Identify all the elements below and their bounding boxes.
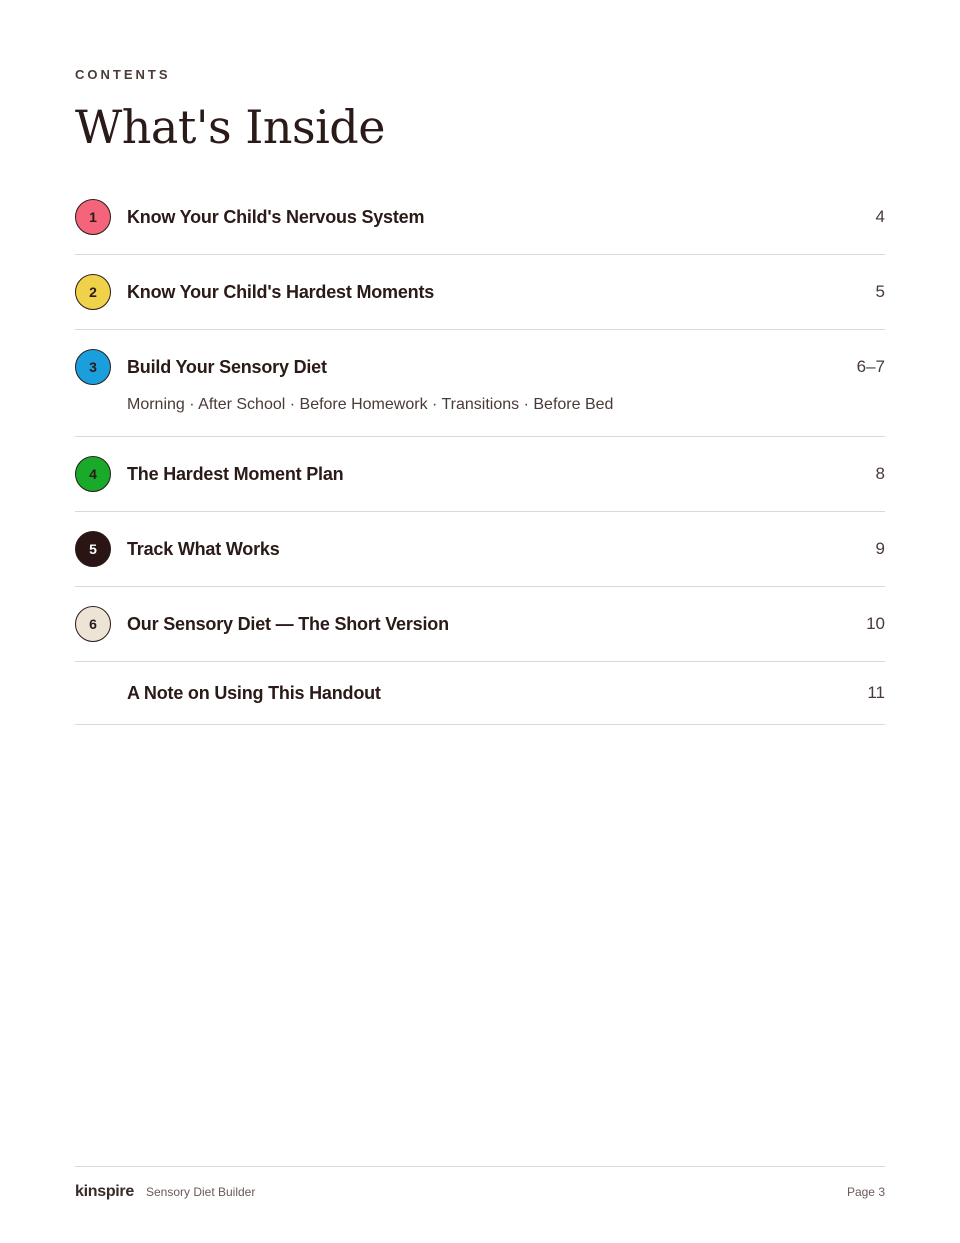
document-page <box>75 0 885 1243</box>
toc-item-2[interactable] <box>75 255 885 330</box>
footer-divider <box>75 1166 885 1167</box>
number-badge <box>75 349 111 385</box>
number-badge <box>75 531 111 567</box>
product-name: Sensory Diet Builder <box>145 1185 256 1199</box>
table-of-contents <box>75 180 885 725</box>
section-eyebrow: CONTENTS <box>75 67 171 82</box>
toc-item-4[interactable] <box>75 437 885 512</box>
badge-number: 2 <box>89 284 97 300</box>
toc-page-number: 10 <box>866 614 885 633</box>
toc-item-label: The Hardest Moment Plan <box>127 463 344 484</box>
toc-page-number: 4 <box>875 207 885 226</box>
toc-page-number: 9 <box>875 539 885 558</box>
toc-item-5[interactable] <box>75 512 885 587</box>
page-footer <box>75 1180 885 1204</box>
toc-item-label: Build Your Sensory Diet <box>127 356 327 377</box>
toc-page-number: 6–7 <box>856 357 885 376</box>
toc-item-label: Know Your Child's Hardest Moments <box>127 281 435 302</box>
brand-logo: kinspire <box>75 1183 134 1200</box>
number-badge <box>75 606 111 642</box>
toc-item-label: A Note on Using This Handout <box>127 682 381 703</box>
badge-number: 5 <box>89 541 97 557</box>
page-title: What's Inside <box>75 100 385 154</box>
toc-page-number: 11 <box>867 683 885 702</box>
footer-page-number: Page 3 <box>846 1185 885 1199</box>
toc-item-note[interactable] <box>75 662 885 725</box>
number-badge <box>75 456 111 492</box>
toc-item-3[interactable] <box>75 330 885 437</box>
toc-page-number: 5 <box>875 282 885 301</box>
toc-item-subtopics: Morning · After School · Before Homework · Transitions · Before Bed <box>127 396 614 413</box>
badge-number: 3 <box>89 359 97 375</box>
number-badge <box>75 199 111 235</box>
number-badge <box>75 274 111 310</box>
toc-item-label: Track What Works <box>127 538 280 559</box>
toc-item-1[interactable] <box>75 180 885 255</box>
toc-item-label: Our Sensory Diet — The Short Version <box>127 613 449 634</box>
toc-item-label: Know Your Child's Nervous System <box>127 206 425 227</box>
toc-item-6[interactable] <box>75 587 885 662</box>
badge-number: 1 <box>89 209 97 225</box>
badge-number: 4 <box>89 466 97 482</box>
badge-number: 6 <box>89 616 97 632</box>
toc-page-number: 8 <box>875 464 885 483</box>
